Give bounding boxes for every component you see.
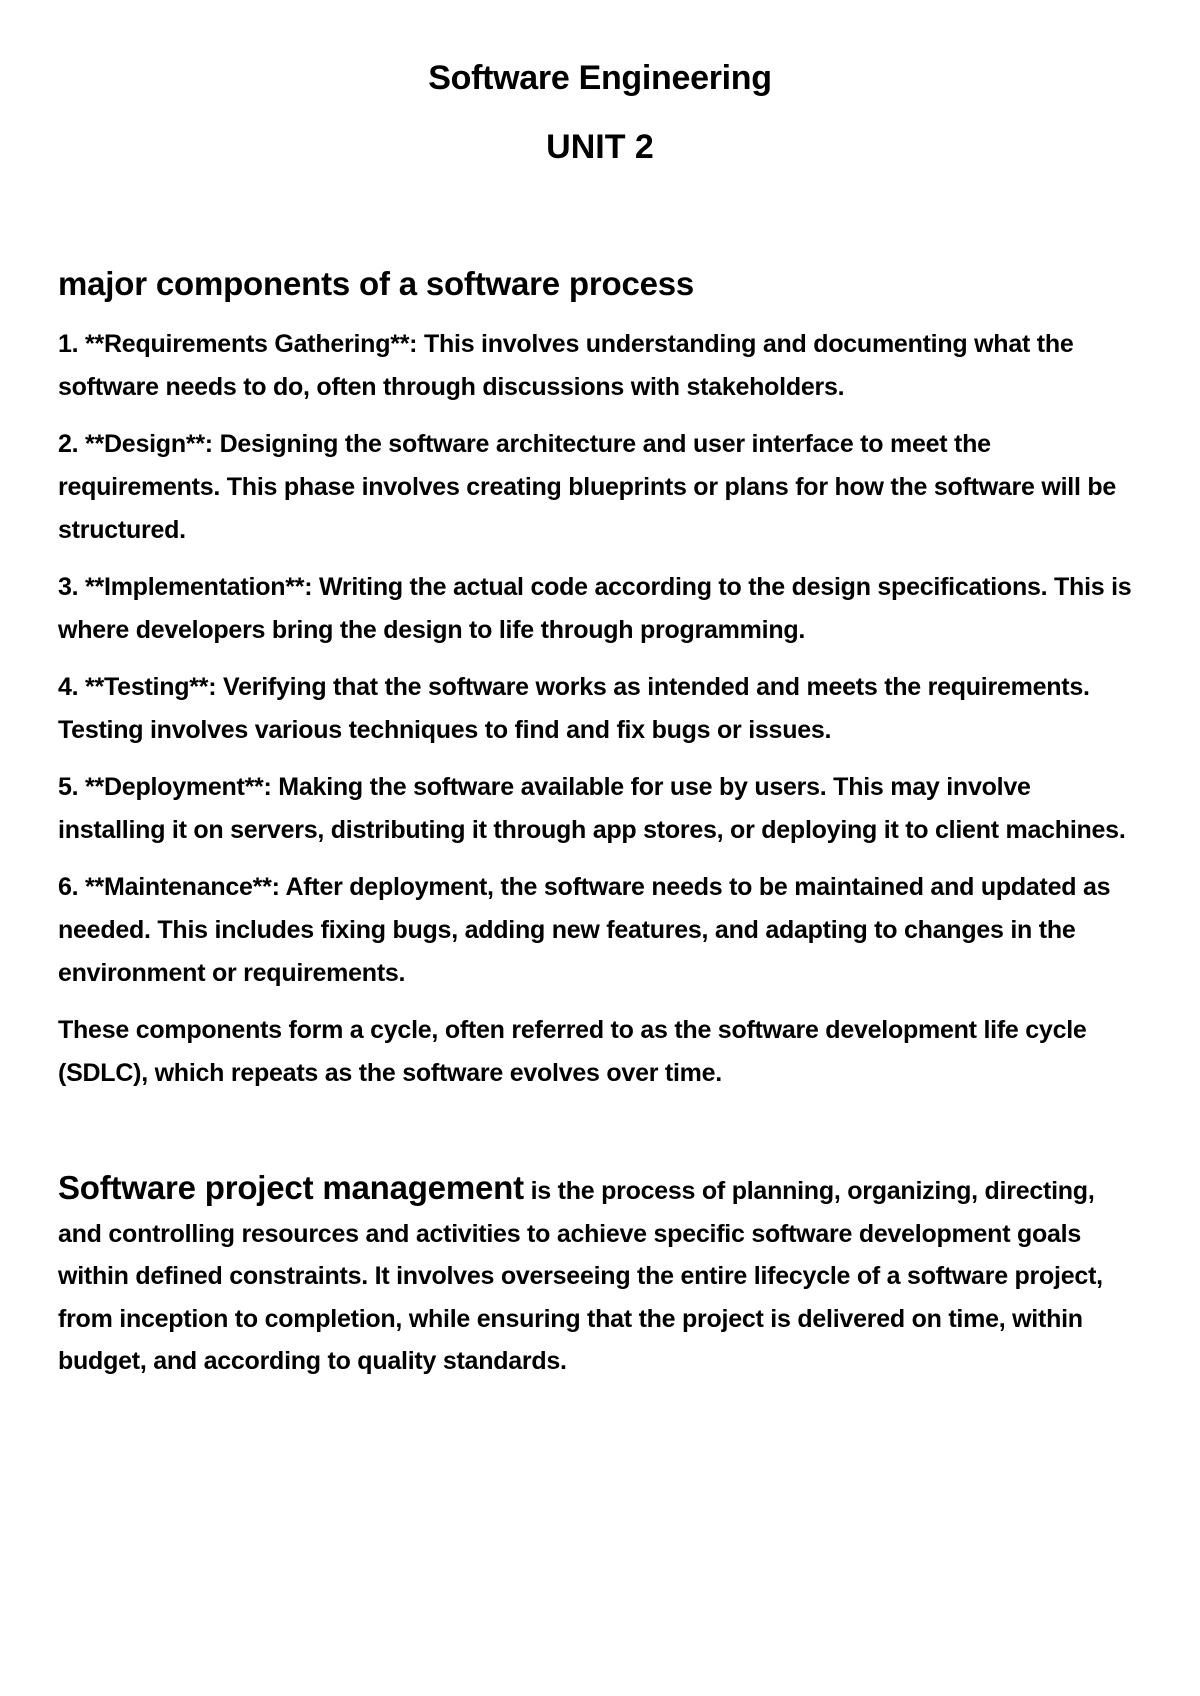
management-paragraph: [58, 1167, 1142, 1383]
management-text: is the process of planning, organizing, directing, and controlling resources and activities to achieve specific software development goals within defined constraints. It involves overseeing the entire lifecycle of a software project, from inception to completion, while ensuring that the project is delivered on time, within budget, and according to quality standards.: [58, 1177, 1103, 1376]
list-item-implementation: 3. **Implementation**: Writing the actual code according to the design specifications. This is where developers bring the design to life through programming.: [58, 573, 1132, 645]
summary-paragraph: These components form a cycle, often referred to as the software development life cycle (SDLC), which repeats as the software evolves over time.: [58, 1016, 1087, 1088]
list-item-testing: 4. **Testing**: Verifying that the software works as intended and meets the requirements. Testing involves various techniques to find and fix bugs or issues.: [58, 673, 1090, 745]
document-title: Software Engineering: [428, 59, 772, 97]
list-item-deployment: 5. **Deployment**: Making the software available for use by users. This may involve installing it on servers, distributing it through app stores, or deploying it to client machines.: [58, 773, 1126, 845]
list-item-requirements: 1. **Requirements Gathering**: This involves understanding and documenting what the software needs to do, often through discussions with stakeholders.: [58, 330, 1074, 402]
document-subtitle: UNIT 2: [546, 127, 654, 166]
list-item-design: 2. **Design**: Designing the software architecture and user interface to meet the requirements. This phase involves creating blueprints or plans for how the software will be structured.: [58, 430, 1117, 545]
section-heading: major components of a software process: [58, 264, 695, 302]
management-term: Software project management: [58, 1169, 524, 1207]
list-item-maintenance: 6. **Maintenance**: After deployment, the software needs to be maintained and updated as needed. This includes fixing bugs, adding new features, and adapting to changes in the environment or requirements.: [58, 873, 1111, 988]
